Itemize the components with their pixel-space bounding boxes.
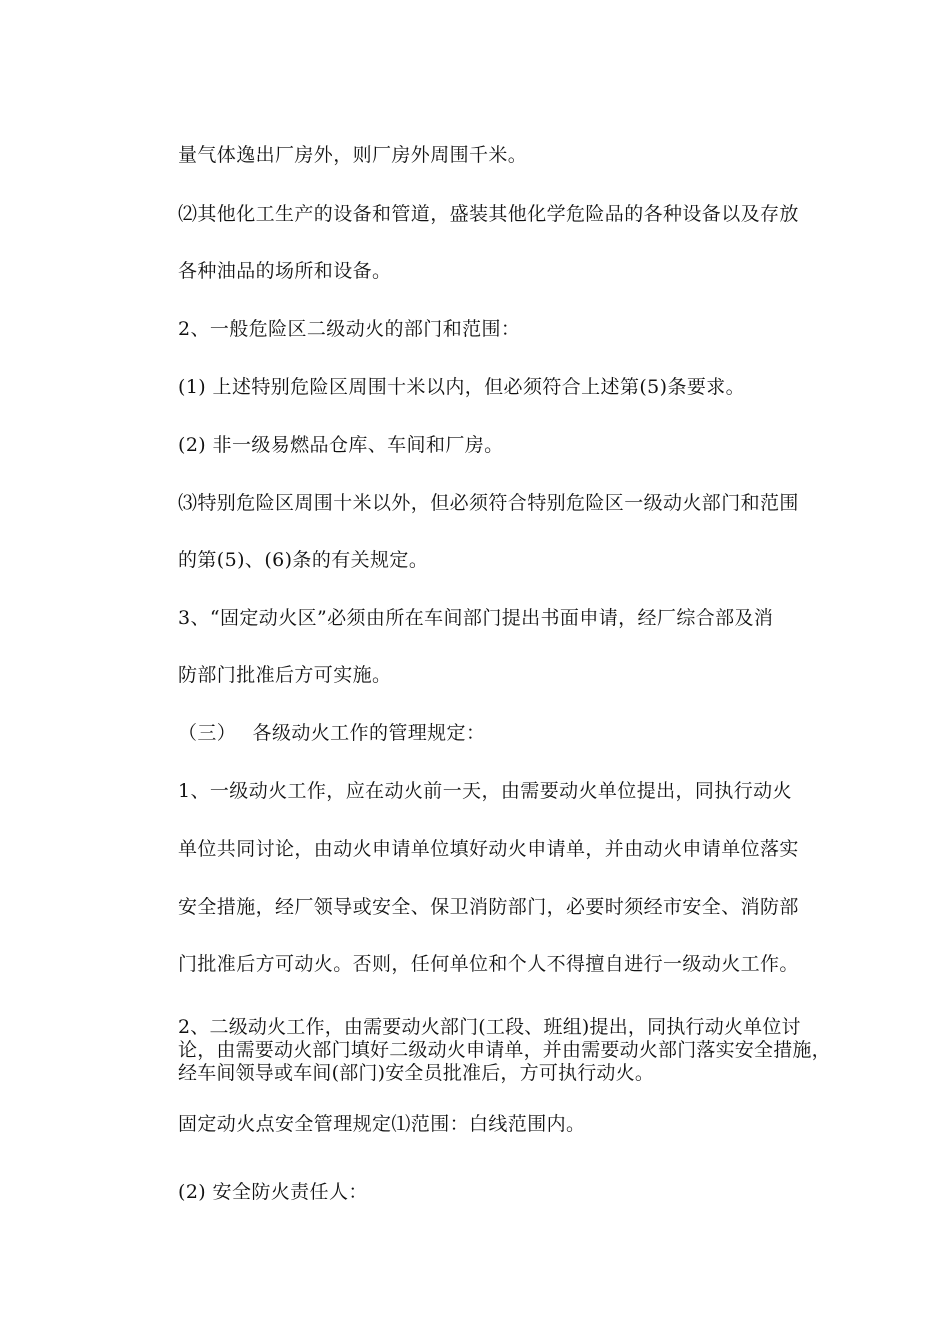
paragraph-line: (2) 安全防火责任人： [178, 1181, 368, 1203]
section-heading: （三） 各级动火工作的管理规定： [178, 722, 486, 744]
paragraph-line: 的第(5)、(6)条的有关规定。 [178, 549, 429, 571]
paragraph-line: 安全措施，经厂领导或安全、保卫消防部门，必要时须经市安全、消防部 [178, 896, 799, 918]
paragraph-line: 量气体逸出厂房外，则厂房外周围千米。 [178, 144, 528, 166]
paragraph-line: 各种油品的场所和设备。 [178, 260, 392, 282]
paragraph-line: 防部门批准后方可实施。 [178, 664, 392, 686]
paragraph-line: (1) 上述特别危险区周围十米以内，但必须符合上述第(5)条要求。 [178, 376, 746, 398]
paragraph-line: 固定动火点安全管理规定⑴范围：白线范围内。 [178, 1113, 586, 1135]
paragraph-line: (2) 非一级易燃品仓库、车间和厂房。 [178, 434, 504, 456]
paragraph-line: 3、“固定动火区”必须由所在车间部门提出书面申请，经厂综合部及消 [178, 607, 774, 629]
section-heading: 2、一般危险区二级动火的部门和范围： [178, 318, 521, 340]
paragraph-line: 单位共同讨论，由动火申请单位填好动火申请单，并由动火申请单位落实 [178, 838, 799, 860]
paragraph-line: 门批准后方可动火。否则，任何单位和个人不得擅自进行一级动火工作。 [178, 953, 799, 975]
paragraph-line: ⑵其他化工生产的设备和管道，盛装其他化学危险品的各种设备以及存放 [178, 203, 799, 225]
paragraph-block: 2、二级动火工作，由需要动火部门(工段、班组)提出，同执行动火单位讨论，由需要动火部门填好二级动火申请单，并由需要动火部门落实安全措施，经车间领导或车间(部门)安全员批准后，方可执行动火。 [178, 1016, 831, 1084]
paragraph-line: 1、一级动火工作，应在动火前一天，由需要动火单位提出，同执行动火 [178, 780, 792, 802]
paragraph-line: ⑶特别危险区周围十米以外，但必须符合特别危险区一级动火部门和范围 [178, 492, 799, 514]
